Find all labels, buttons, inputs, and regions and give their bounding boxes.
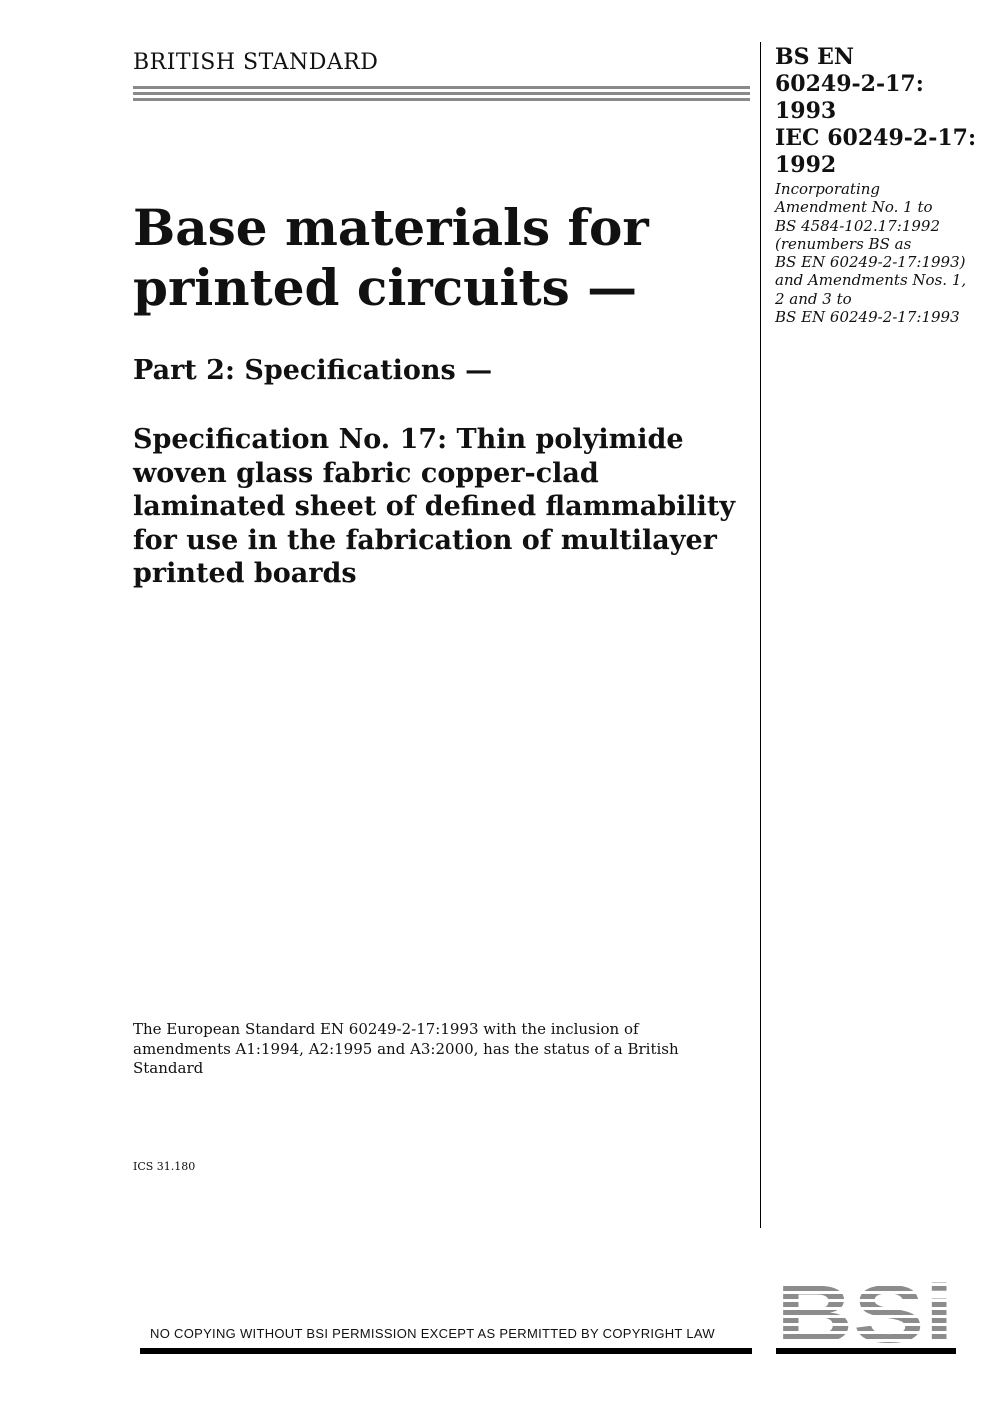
bsi-logo-fill — [776, 1278, 956, 1346]
column-divider — [760, 42, 761, 1228]
doc-id-line: 1993 — [775, 98, 837, 124]
amendment-line: Incorporating — [775, 180, 881, 198]
amendment-line: and Amendments Nos. 1, — [775, 271, 967, 290]
document-identifier — [775, 44, 985, 179]
spec-line: Specification No. 17: Thin polyimide — [133, 424, 684, 455]
header-rule — [133, 92, 750, 95]
doc-id-line: 1992 — [775, 152, 837, 178]
spec-line: for use in the fabrication of multilayer — [133, 524, 717, 556]
bsi-logo — [776, 1278, 956, 1346]
amendment-line: Amendment No. 1 to — [775, 198, 933, 217]
copyright-notice: NO COPYING WITHOUT BSI PERMISSION EXCEPT AS PERMITTED BY COPYRIGHT LAW — [150, 1326, 715, 1341]
status-statement — [133, 1020, 693, 1079]
specification-heading — [133, 423, 773, 591]
amendment-line: (renumbers BS as — [775, 234, 912, 253]
status-line: The European Standard EN 60249-2-17:1993 with the inclusion of — [133, 1020, 639, 1038]
part-heading: Part 2: Specifications — — [133, 355, 493, 386]
amendment-line: 2 and 3 to — [775, 289, 852, 308]
amendment-note — [775, 180, 980, 326]
ics-code: ICS 31.180 — [133, 1160, 196, 1173]
spec-line: woven glass fabric copper-clad — [133, 457, 599, 489]
header-rule — [133, 98, 750, 101]
status-line: Standard — [133, 1059, 204, 1077]
doc-id-line: 60249-2-17: — [775, 71, 924, 97]
footer-rule — [140, 1348, 752, 1354]
amendment-line: BS EN 60249-2-17:1993) — [775, 253, 966, 272]
footer-rule-right — [776, 1348, 956, 1354]
spec-line: printed boards — [133, 558, 357, 589]
document-title — [133, 198, 753, 318]
status-line: amendments A1:1994, A2:1995 and A3:2000, has the status of a British — [133, 1039, 679, 1058]
amendment-line: BS EN 60249-2-17:1993 — [775, 308, 960, 327]
doc-id-line: IEC 60249-2-17: — [775, 125, 977, 151]
spec-line: laminated sheet of defined flammability — [133, 491, 736, 522]
title-line: printed circuits — — [133, 258, 638, 317]
amendment-line: BS 4584-102.17:1992 — [775, 216, 941, 235]
header-rule — [133, 86, 750, 89]
doc-id-line: BS EN — [775, 44, 855, 70]
standard-type-label: BRITISH STANDARD — [133, 50, 379, 75]
title-line: Base materials for — [133, 198, 649, 257]
